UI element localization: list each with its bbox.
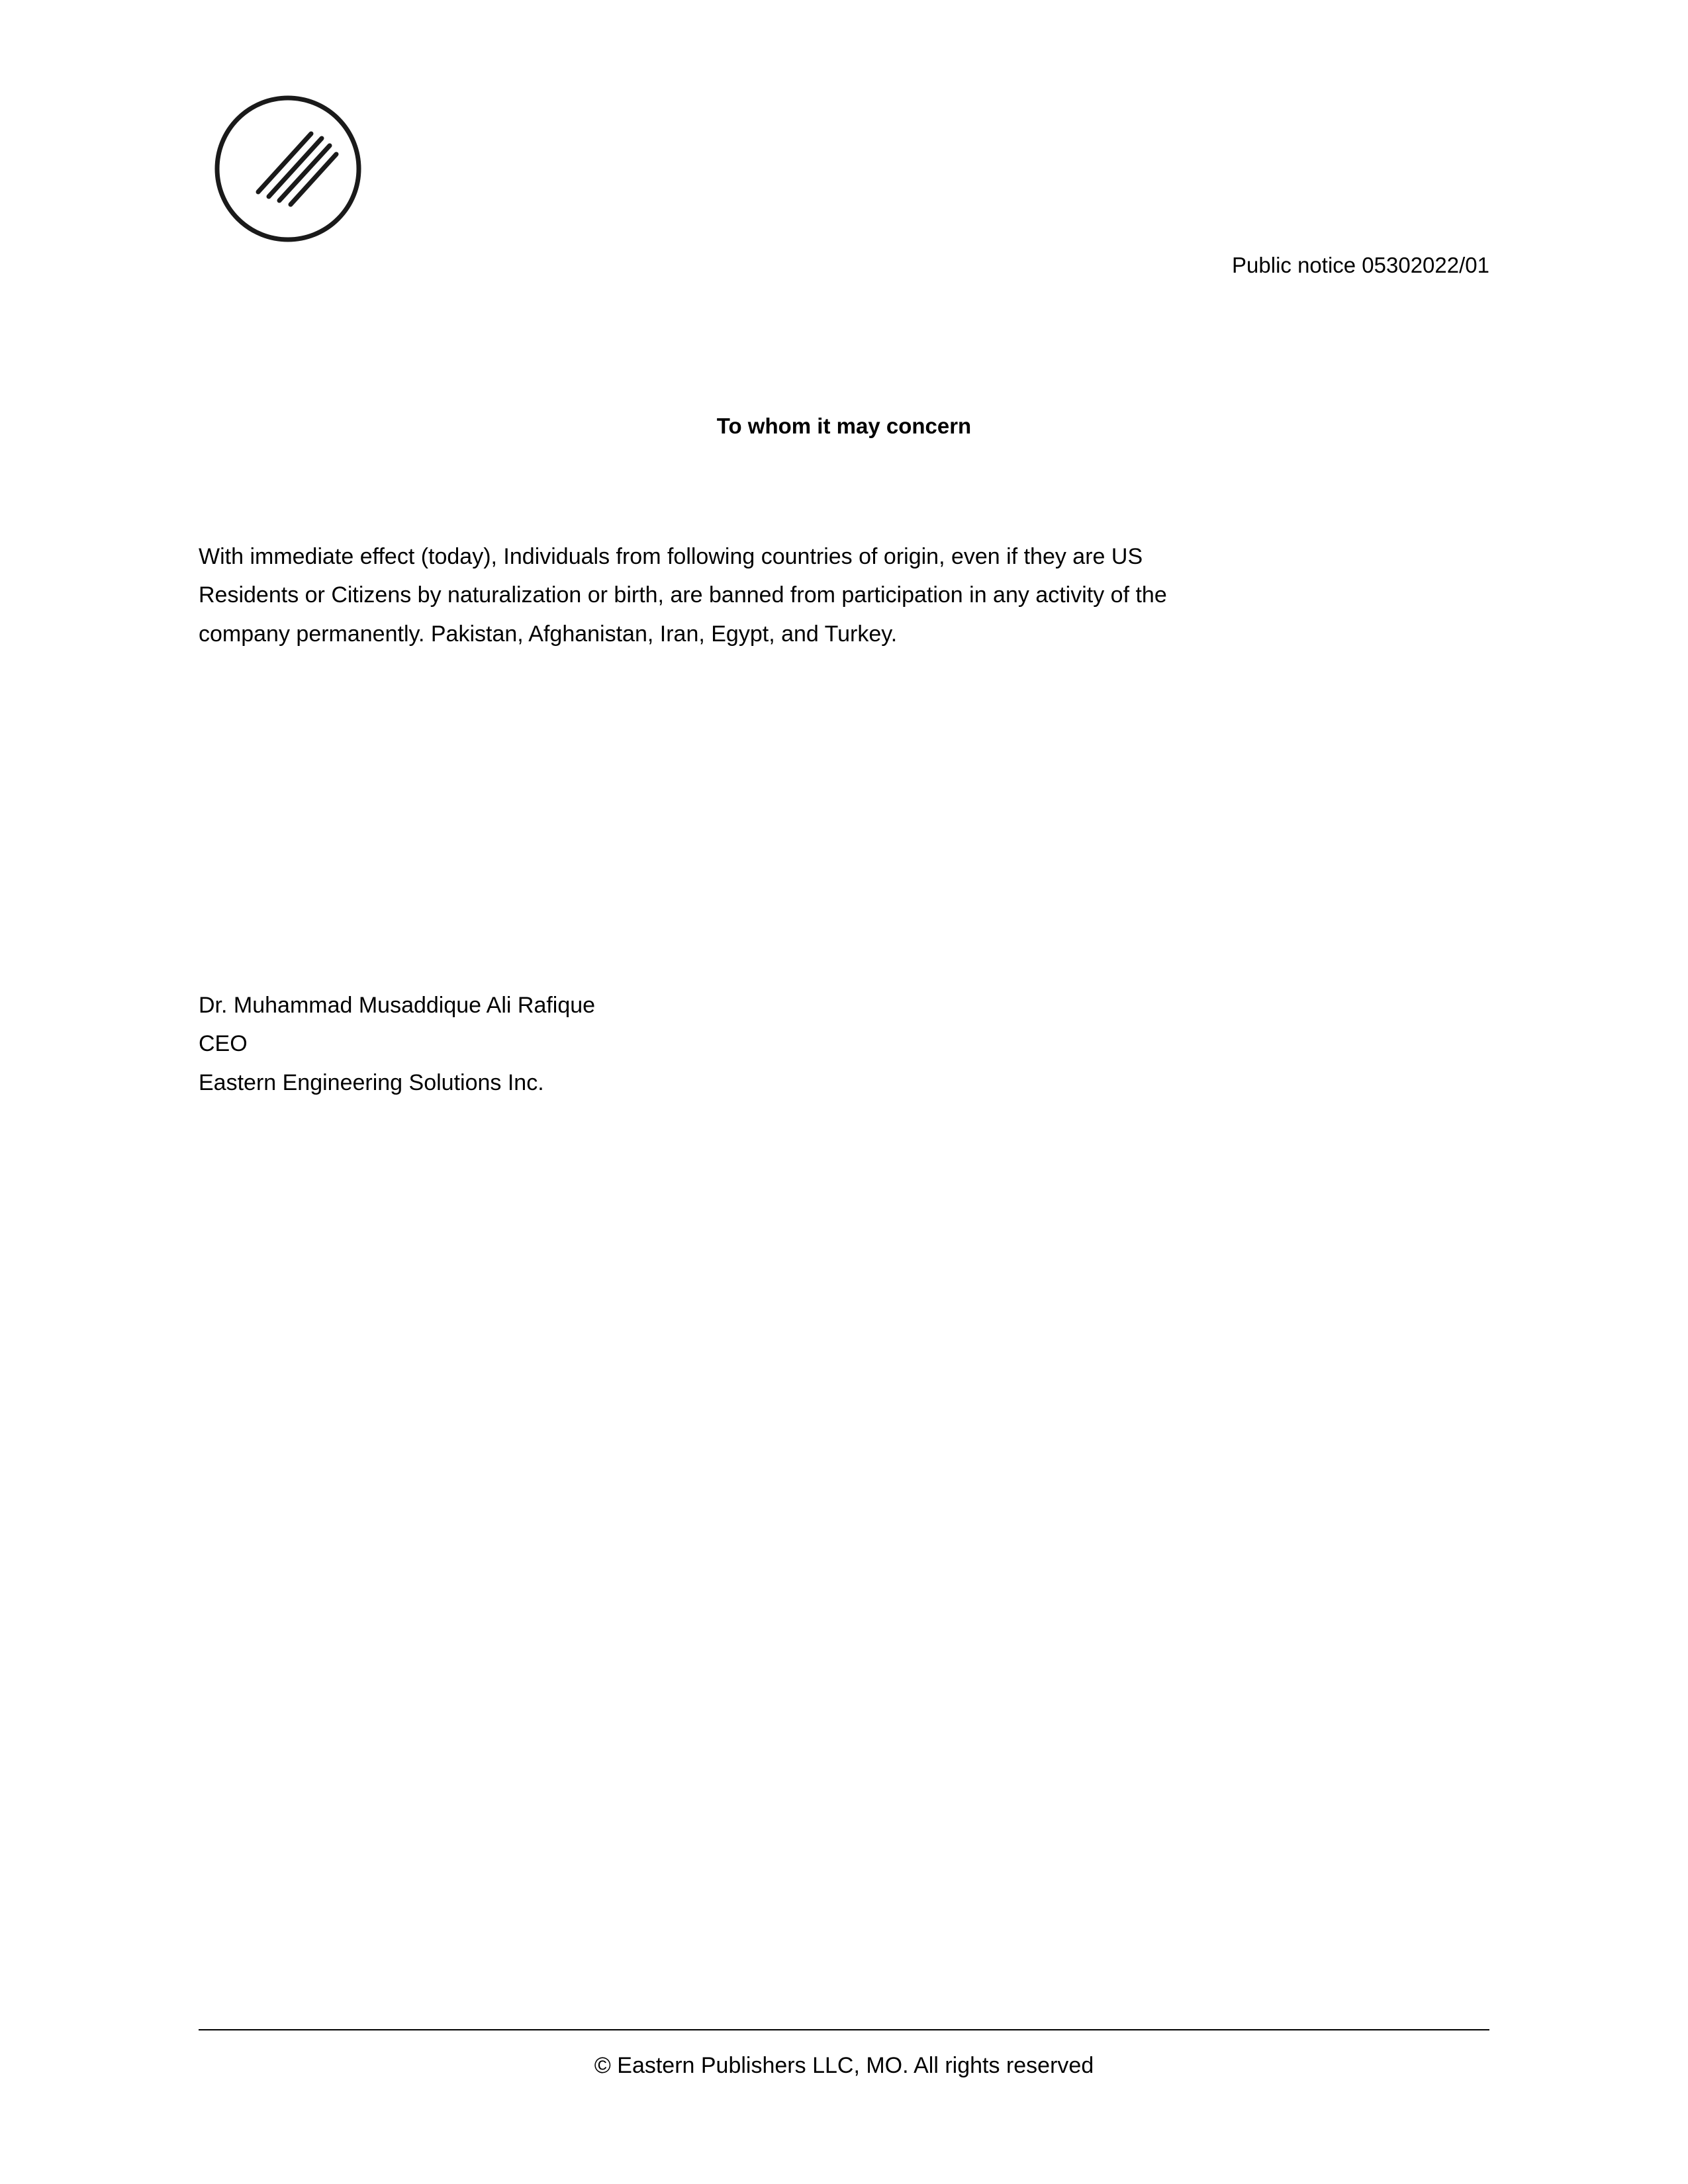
body-line: With immediate effect (today), Individuals from following countries of origin, even if they are US	[199, 544, 1143, 569]
circle-diagonal-lines-logo-icon	[212, 93, 364, 245]
footer-divider	[199, 2029, 1489, 2030]
signature-block	[199, 986, 595, 1102]
body-line: company permanently. Pakistan, Afghanistan, Iran, Egypt, and Turkey.	[199, 621, 898, 647]
footer-copyright: © Eastern Publishers LLC, MO. All rights reserved	[594, 2053, 1094, 2078]
notice-reference: Public notice 05302022/01	[1232, 253, 1489, 277]
salutation-heading: To whom it may concern	[716, 414, 972, 438]
page-content	[199, 0, 1489, 2184]
signature-company: Eastern Engineering Solutions Inc.	[199, 1069, 544, 1095]
body-paragraph	[199, 537, 1476, 653]
signature-title: CEO	[199, 1031, 248, 1057]
body-line: Residents or Citizens by naturalization or birth, are banned from participation in any activity of the	[199, 582, 1167, 608]
signature-name: Dr. Muhammad Musaddique Ali Rafique	[199, 993, 596, 1018]
